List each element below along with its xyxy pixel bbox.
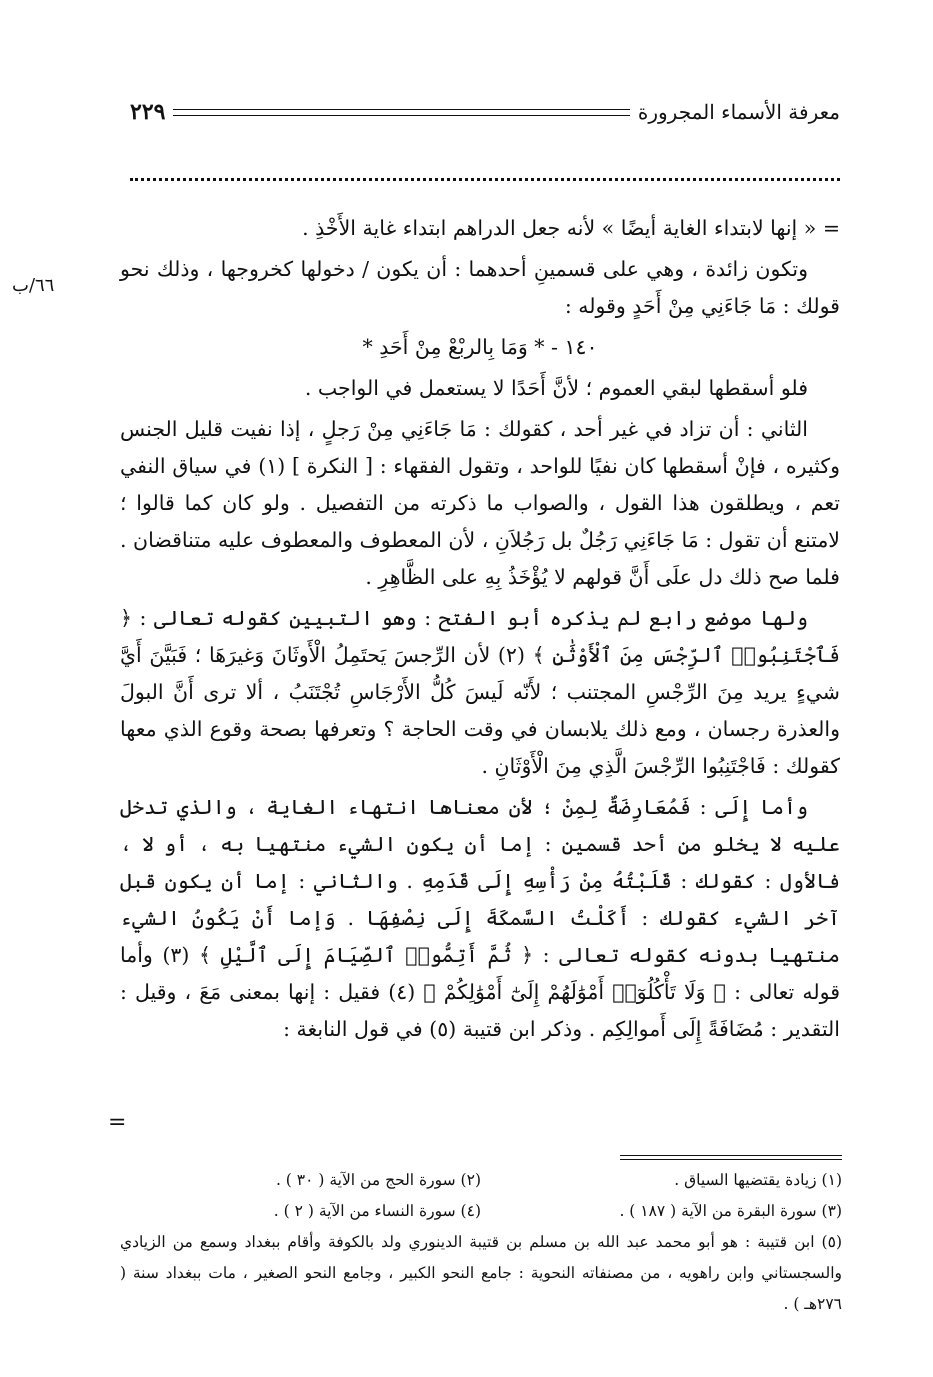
paragraph-umum: فلو أسقطها لبقي العموم ؛ لأنَّ أَحَدًا لا يستعمل في الواجب . (304, 376, 808, 400)
paragraph-continuation: = « إنها لابتداء الغاية أيضًا » لأنه جعل الدراهم ابتداء غاية الأَخْذِ . (302, 216, 840, 240)
paragraph-tabyin: ولها موضع رابع لم يذكره أبو الفتح : وهو التبيين كقوله تعالى : ﴿ فَٱجْتَنِبُوا۟ ٱلرِّجْسَ مِنَ ٱلْأَوْثَٰنِ ﴾ (٢) لأن الرِّجسَ يَحتَمِلُ الْأَوثَانَ وَغيرَهَا ؛ فَبَيَّنَ أَيَّ شيءٍ يريد مِنَ الرِّجْسِ المجتنب ؛ لأَنّه لَيسَ كُلُّ الأَرْجَاسِ تُجْتَنَبُ ، ألا ترى أَنَّ البولَ والعذرة رجسان ، ومع ذلك يلابسان في وقت الحاجة ؟ وتعرفها بصحة وقوع الذي معها كقولك : فَاجْتَنِبُوا الرِّجْسَ الَّذِي مِنَ الْأَوْثَانِ . (120, 606, 840, 778)
footnote-2: (٢) سورة الحج من الآية ( ٣٠ ) . (275, 1171, 481, 1189)
running-title: معرفة الأسماء المجرورة (637, 100, 840, 124)
manuscript-folio-note: ٦٦/ب (12, 275, 55, 296)
footnote-rule (620, 1155, 842, 1156)
footnotes (120, 1165, 842, 1320)
paragraph-zaida: وتكون زائدة ، وهي على قسمينِ أحدهما : أن يكون / دخولها كخروجها ، وذلك نحو قولك : مَا جَاءَنِي مِنْ أَحَدٍ وقوله : (120, 257, 840, 318)
footnote-row (120, 1196, 842, 1227)
continuation-mark: = (108, 1110, 127, 1135)
footnote-rule-inner (620, 1159, 842, 1160)
footnote-5: (٥) ابن قتيبة : هو أبو محمد عبد الله بن مسلم بن قتيبة الدينوري ولد بالكوفة وأقام ببغداد وسمع من الزيادي والسجستاني وابن راهويه ، من مصنفاته النحوية : جامع النحو الكبير ، وجامع النحو الصغير ، مات ببغداد سنة ( ٢٧٦هـ ) . (120, 1233, 842, 1313)
main-text (120, 210, 840, 1052)
footnote-3: (٣) سورة البقرة من الآية ( ١٨٧ ) . (619, 1202, 842, 1220)
paragraph-ila: وأما إِلَى : فَمُعَارِضَةٌ لِمِنْ ؛ لأن معناها انتهاء الغاية ، والذي تدخل عليه لا يخلو من أحد قسمين : إما أن يكون الشيء منتهيا به ، أو لا ، فالأول : كقولك : قَلَبْتُهُ مِنْ رَأْسِهِ إِلَى قَدَمِهِ . والثاني : إما أن يكون قبل آخر الشيء كقولك : أَكَلْتُ السَّمكَةَ إِلَى نِصْفِهَا . وَإما أَنْ يَكُونُ الشيء منتهيا بدونه كقوله تعالى : ﴿ ثُمَّ أَتِمُّوا۟ ٱلصِّيَامَ إِلَى ٱلَّيْلِ ﴾ (٣) وأما قوله تعالى : ﴿ وَلَا تَأْكُلُوٓا۟ أَمْوَٰلَهُمْ إِلَىٰٓ أَمْوَٰلِكُمْ ﴾ (٤) فقيل : إنها بمعنى مَعَ ، وقيل : التقدير : مُضَافَةً إِلَى أَموالِكِم . وذكر ابن قتيبة (٥) في قول النابغة : (120, 795, 840, 1041)
dotted-separator (130, 168, 840, 181)
footnote-row (120, 1165, 842, 1196)
header-rule (173, 109, 629, 116)
footnote-4: (٤) سورة النساء من الآية ( ٢ ) . (273, 1202, 481, 1220)
verse-line: ١٤٠ - * وَمَا بِالربْعْ مِنْ أَحَدِ * (362, 335, 598, 359)
page-header (130, 92, 840, 132)
footnote-1: (١) زيادة يقتضيها السياق . (674, 1171, 842, 1189)
paragraph-second: الثاني : أن تزاد في غير أحد ، كقولك : مَا جَاءَنِي مِنْ رَجلٍ ، إذا نفيت قليل الجنس وكثيره ، فإنْ أسقطها كان نفيًا للواحد ، وتقول الفقهاء : [ النكرة ] (١) في سياق النفي تعم ، ويطلقون هذا القول ، والصواب ما ذكرته من التفصيل . ولو كان كما قالوا ؛ لامتنع أن تقول : مَا جَاءَنِي رَجُلٌ بل رَجُلاَنِ ، لأن المعطوف والمعطوف عليه متناقضان . فلما صح ذلك دل علَى أَنَّ قولهم لا يُؤْخَذُ بِهِ على الظَّاهِرِ . (120, 417, 840, 589)
page-number: ٢٢٩ (130, 99, 166, 125)
